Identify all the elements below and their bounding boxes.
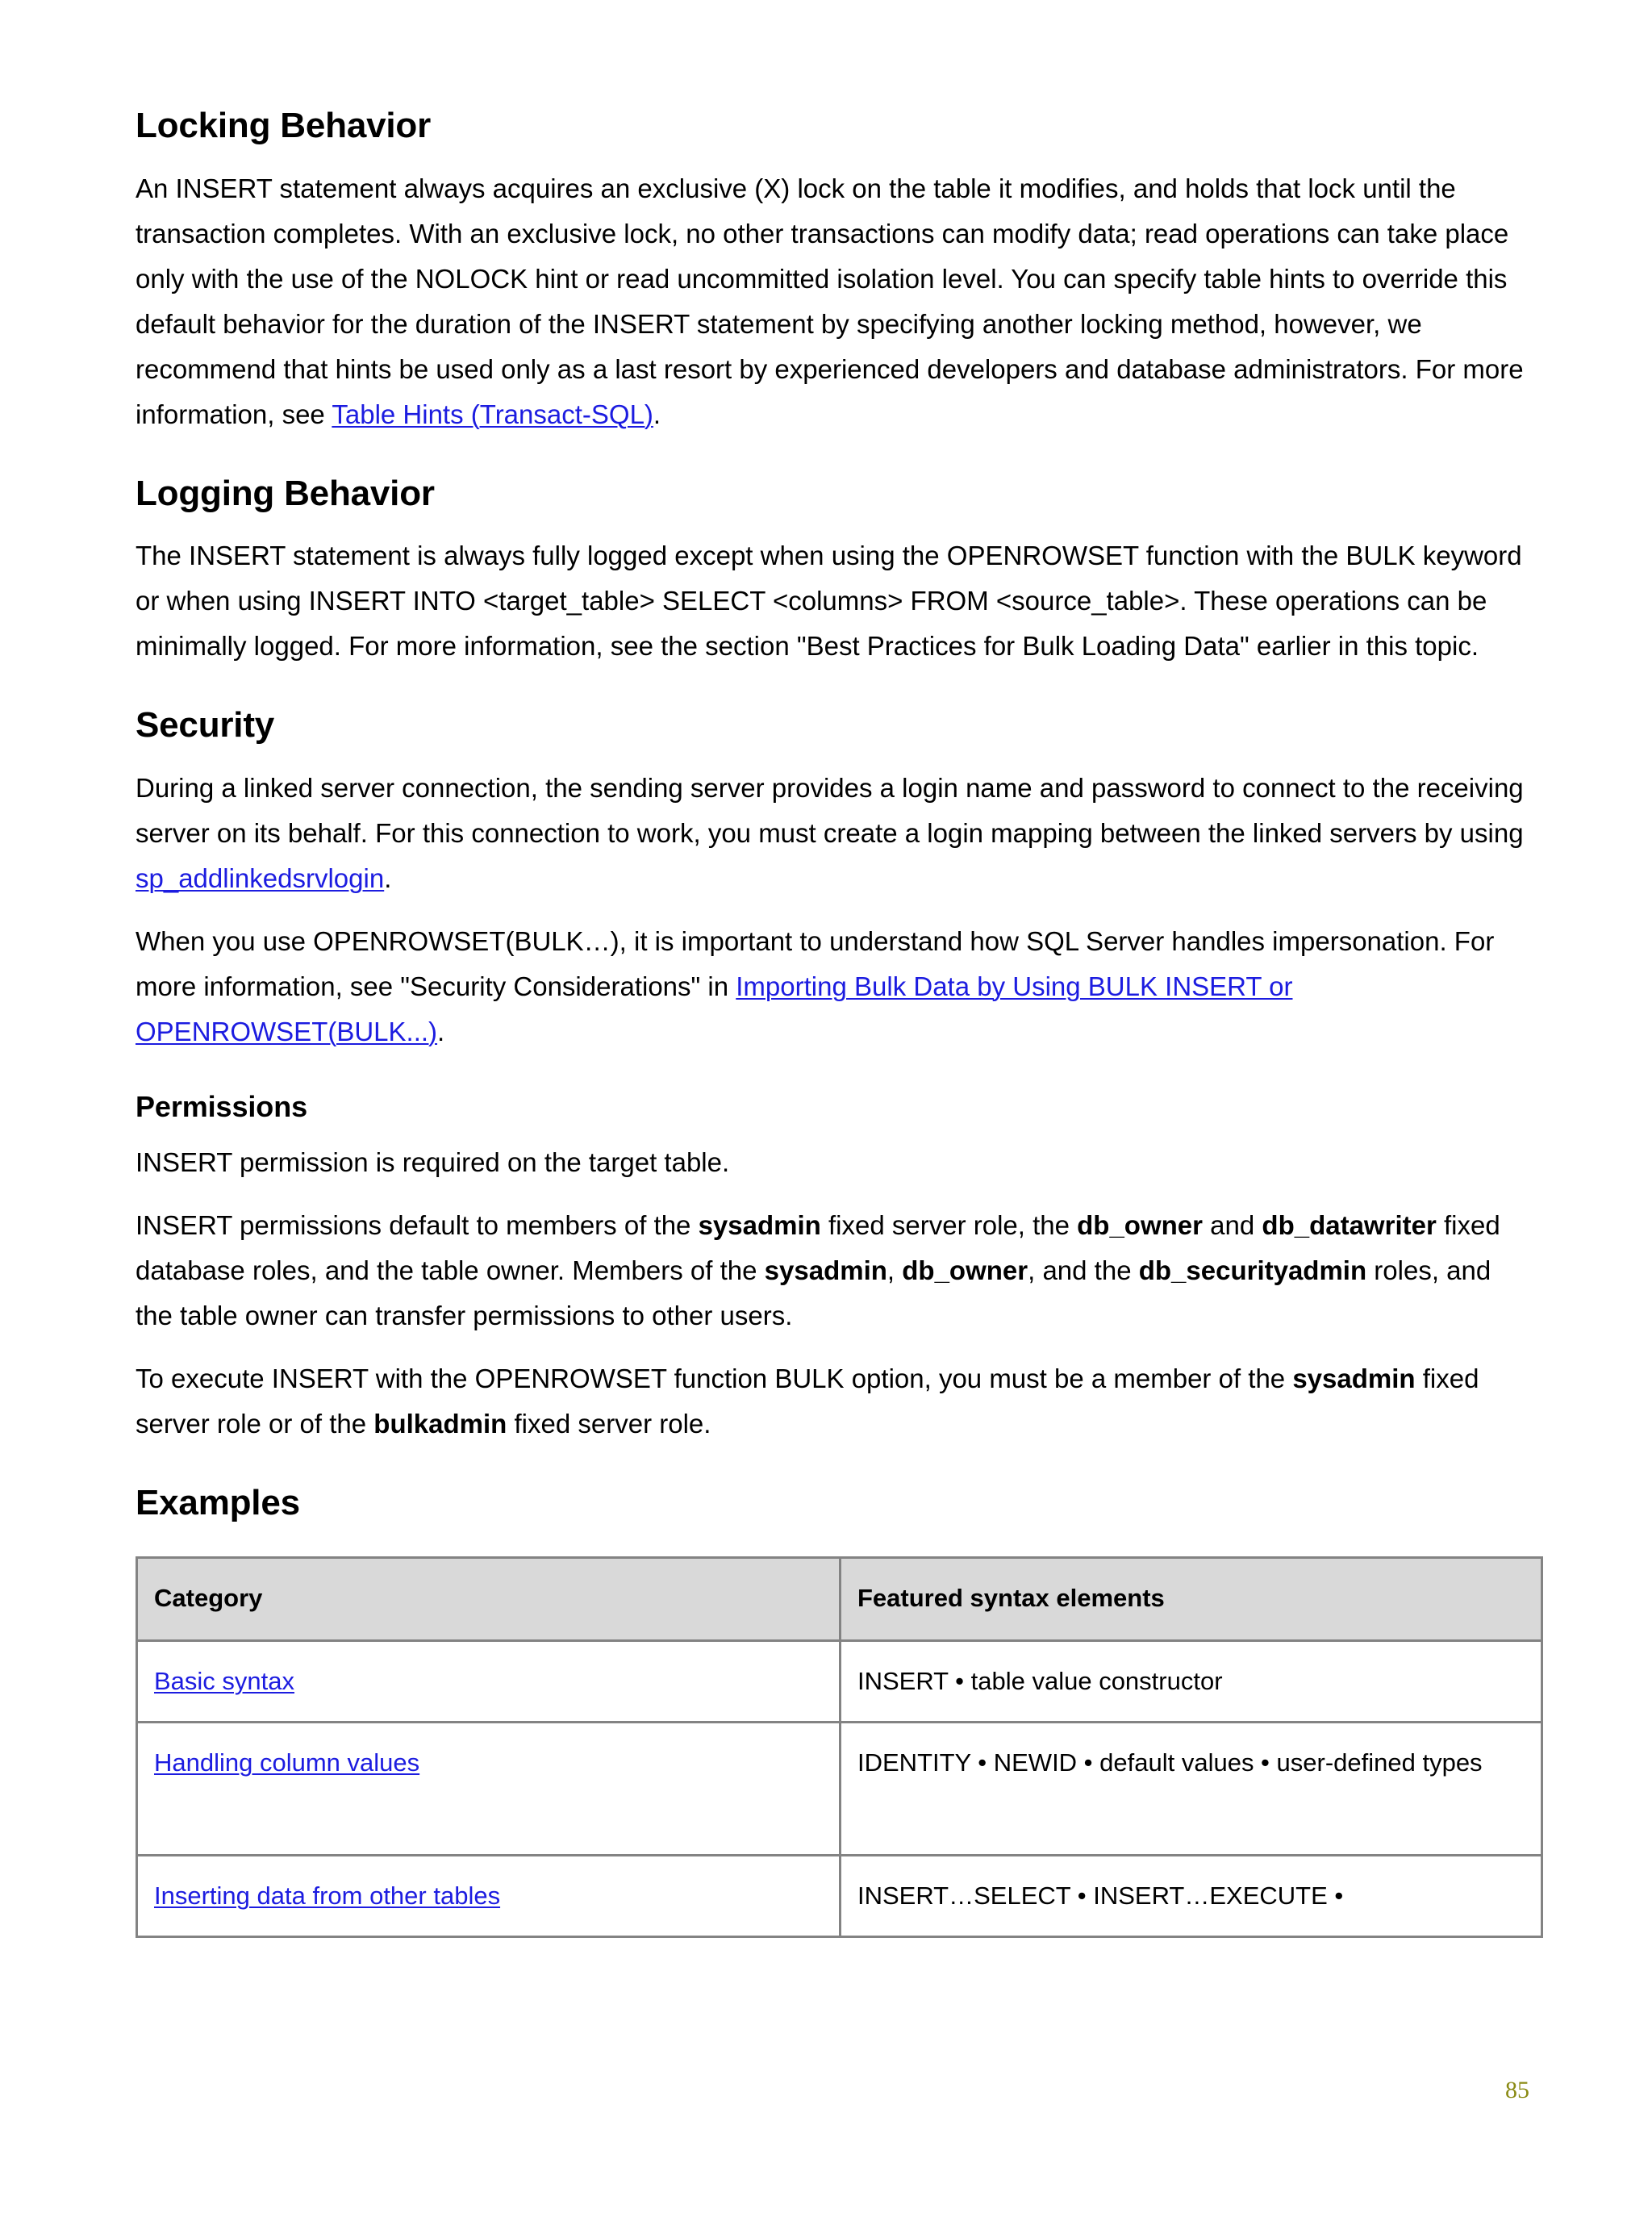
table-cell-category (137, 1640, 841, 1722)
section-permissions (136, 1089, 1529, 1447)
heading-examples: Examples (136, 1483, 300, 1523)
table-cell-elements: INSERT • table value constructor (841, 1640, 1542, 1722)
table-header-row (137, 1557, 1542, 1640)
examples-table-body (137, 1640, 1542, 1936)
heading-security: Security (136, 705, 275, 745)
heading-locking-behavior: Locking Behavior (136, 106, 431, 145)
table-cell-elements: INSERT…SELECT • INSERT…EXECUTE • (841, 1855, 1542, 1936)
table-row (137, 1640, 1542, 1722)
paragraph-permissions-2: INSERT permissions default to members of the sysadmin fixed server role, the db_owner and db_datawriter fixed database roles, and the table owner. Members of the sysadmin, db_owner, and the db_securityadmin roles, and the table owner can transfer permissions to other users. (136, 1210, 1500, 1331)
section-logging-behavior (136, 474, 1529, 670)
section-examples (136, 1484, 1529, 1938)
emphasis-text: bulkadmin (373, 1409, 507, 1439)
examples-table (136, 1556, 1543, 1938)
column-header-category: Category (137, 1557, 841, 1640)
inline-link[interactable]: sp_addlinkedsrvlogin (136, 862, 385, 893)
emphasis-text: sysadmin (764, 1255, 887, 1286)
inline-link[interactable]: Table Hints (Transact-SQL) (332, 399, 653, 429)
emphasis-text: db_owner (902, 1255, 1028, 1286)
heading-permissions: Permissions (136, 1089, 308, 1123)
paragraph-logging-1: The INSERT statement is always fully logged except when using the OPENROWSET function with the BULK keyword or when using INSERT INTO <target_table> SELECT <columns> FROM <source_table>. These operations can be minimally logged. For more information, see the section "Best Practices for Bulk Loading Data" earlier in this topic. (136, 541, 1522, 662)
page-content (136, 106, 1529, 1938)
table-cell-category (137, 1722, 841, 1855)
paragraph-permissions-1: INSERT permission is required on the target table. (136, 1147, 730, 1178)
table-cell-elements: IDENTITY • NEWID • default values • user-defined types (841, 1722, 1542, 1855)
inline-link[interactable]: Importing Bulk Data by Using BULK INSERT or OPENROWSET(BULK...) (136, 971, 1293, 1046)
emphasis-text: db_securityadmin (1138, 1255, 1367, 1286)
emphasis-text: sysadmin (698, 1210, 821, 1241)
emphasis-text: db_datawriter (1262, 1210, 1437, 1241)
link-basic-syntax[interactable]: Basic syntax (154, 1666, 295, 1695)
section-locking-behavior (136, 106, 1529, 437)
table-row (137, 1722, 1542, 1855)
section-security (136, 706, 1529, 1055)
link-inserting-data-from-other-tables[interactable]: Inserting data from other tables (154, 1881, 501, 1910)
heading-logging-behavior: Logging Behavior (136, 473, 435, 513)
emphasis-text: sysadmin (1292, 1364, 1416, 1394)
paragraph-security-2: When you use OPENROWSET(BULK…), it is important to understand how SQL Server handles impersonation. For more information, see "Security Considerations" in Importing Bulk Data by Using BULK INSERT or OPENROWSET(BULK...). (136, 925, 1495, 1046)
examples-table-head (137, 1557, 1542, 1640)
paragraph-security-1: During a linked server connection, the sending server provides a login name and password to connect to the receiving server on its behalf. For this connection to work, you must create a login mapping between the linked servers by using sp_addlinkedsrvlogin. (136, 772, 1524, 893)
paragraph-permissions-3: To execute INSERT with the OPENROWSET function BULK option, you must be a member of the sysadmin fixed server role or of the bulkadmin fixed server role. (136, 1364, 1479, 1439)
link-handling-column-values[interactable]: Handling column values (154, 1748, 420, 1777)
table-row (137, 1855, 1542, 1936)
emphasis-text: db_owner (1077, 1210, 1203, 1241)
table-cell-category (137, 1855, 841, 1936)
column-header-featured-syntax-elements: Featured syntax elements (841, 1557, 1542, 1640)
paragraph-locking-1: An INSERT statement always acquires an exclusive (X) lock on the table it modifies, and holds that lock until the transaction completes. With an exclusive lock, no other transactions can modify data; read operations can take place only with the use of the NOLOCK hint or read uncommitted isolation level. You can specify table hints to override this default behavior for the duration of the INSERT statement by specifying another locking method, however, we recommend that hints be used only as a last resort by experienced developers and database administrators. For more information, see Table Hints (Transact-SQL). (136, 173, 1524, 429)
page-number: 85 (1505, 2077, 1529, 2103)
